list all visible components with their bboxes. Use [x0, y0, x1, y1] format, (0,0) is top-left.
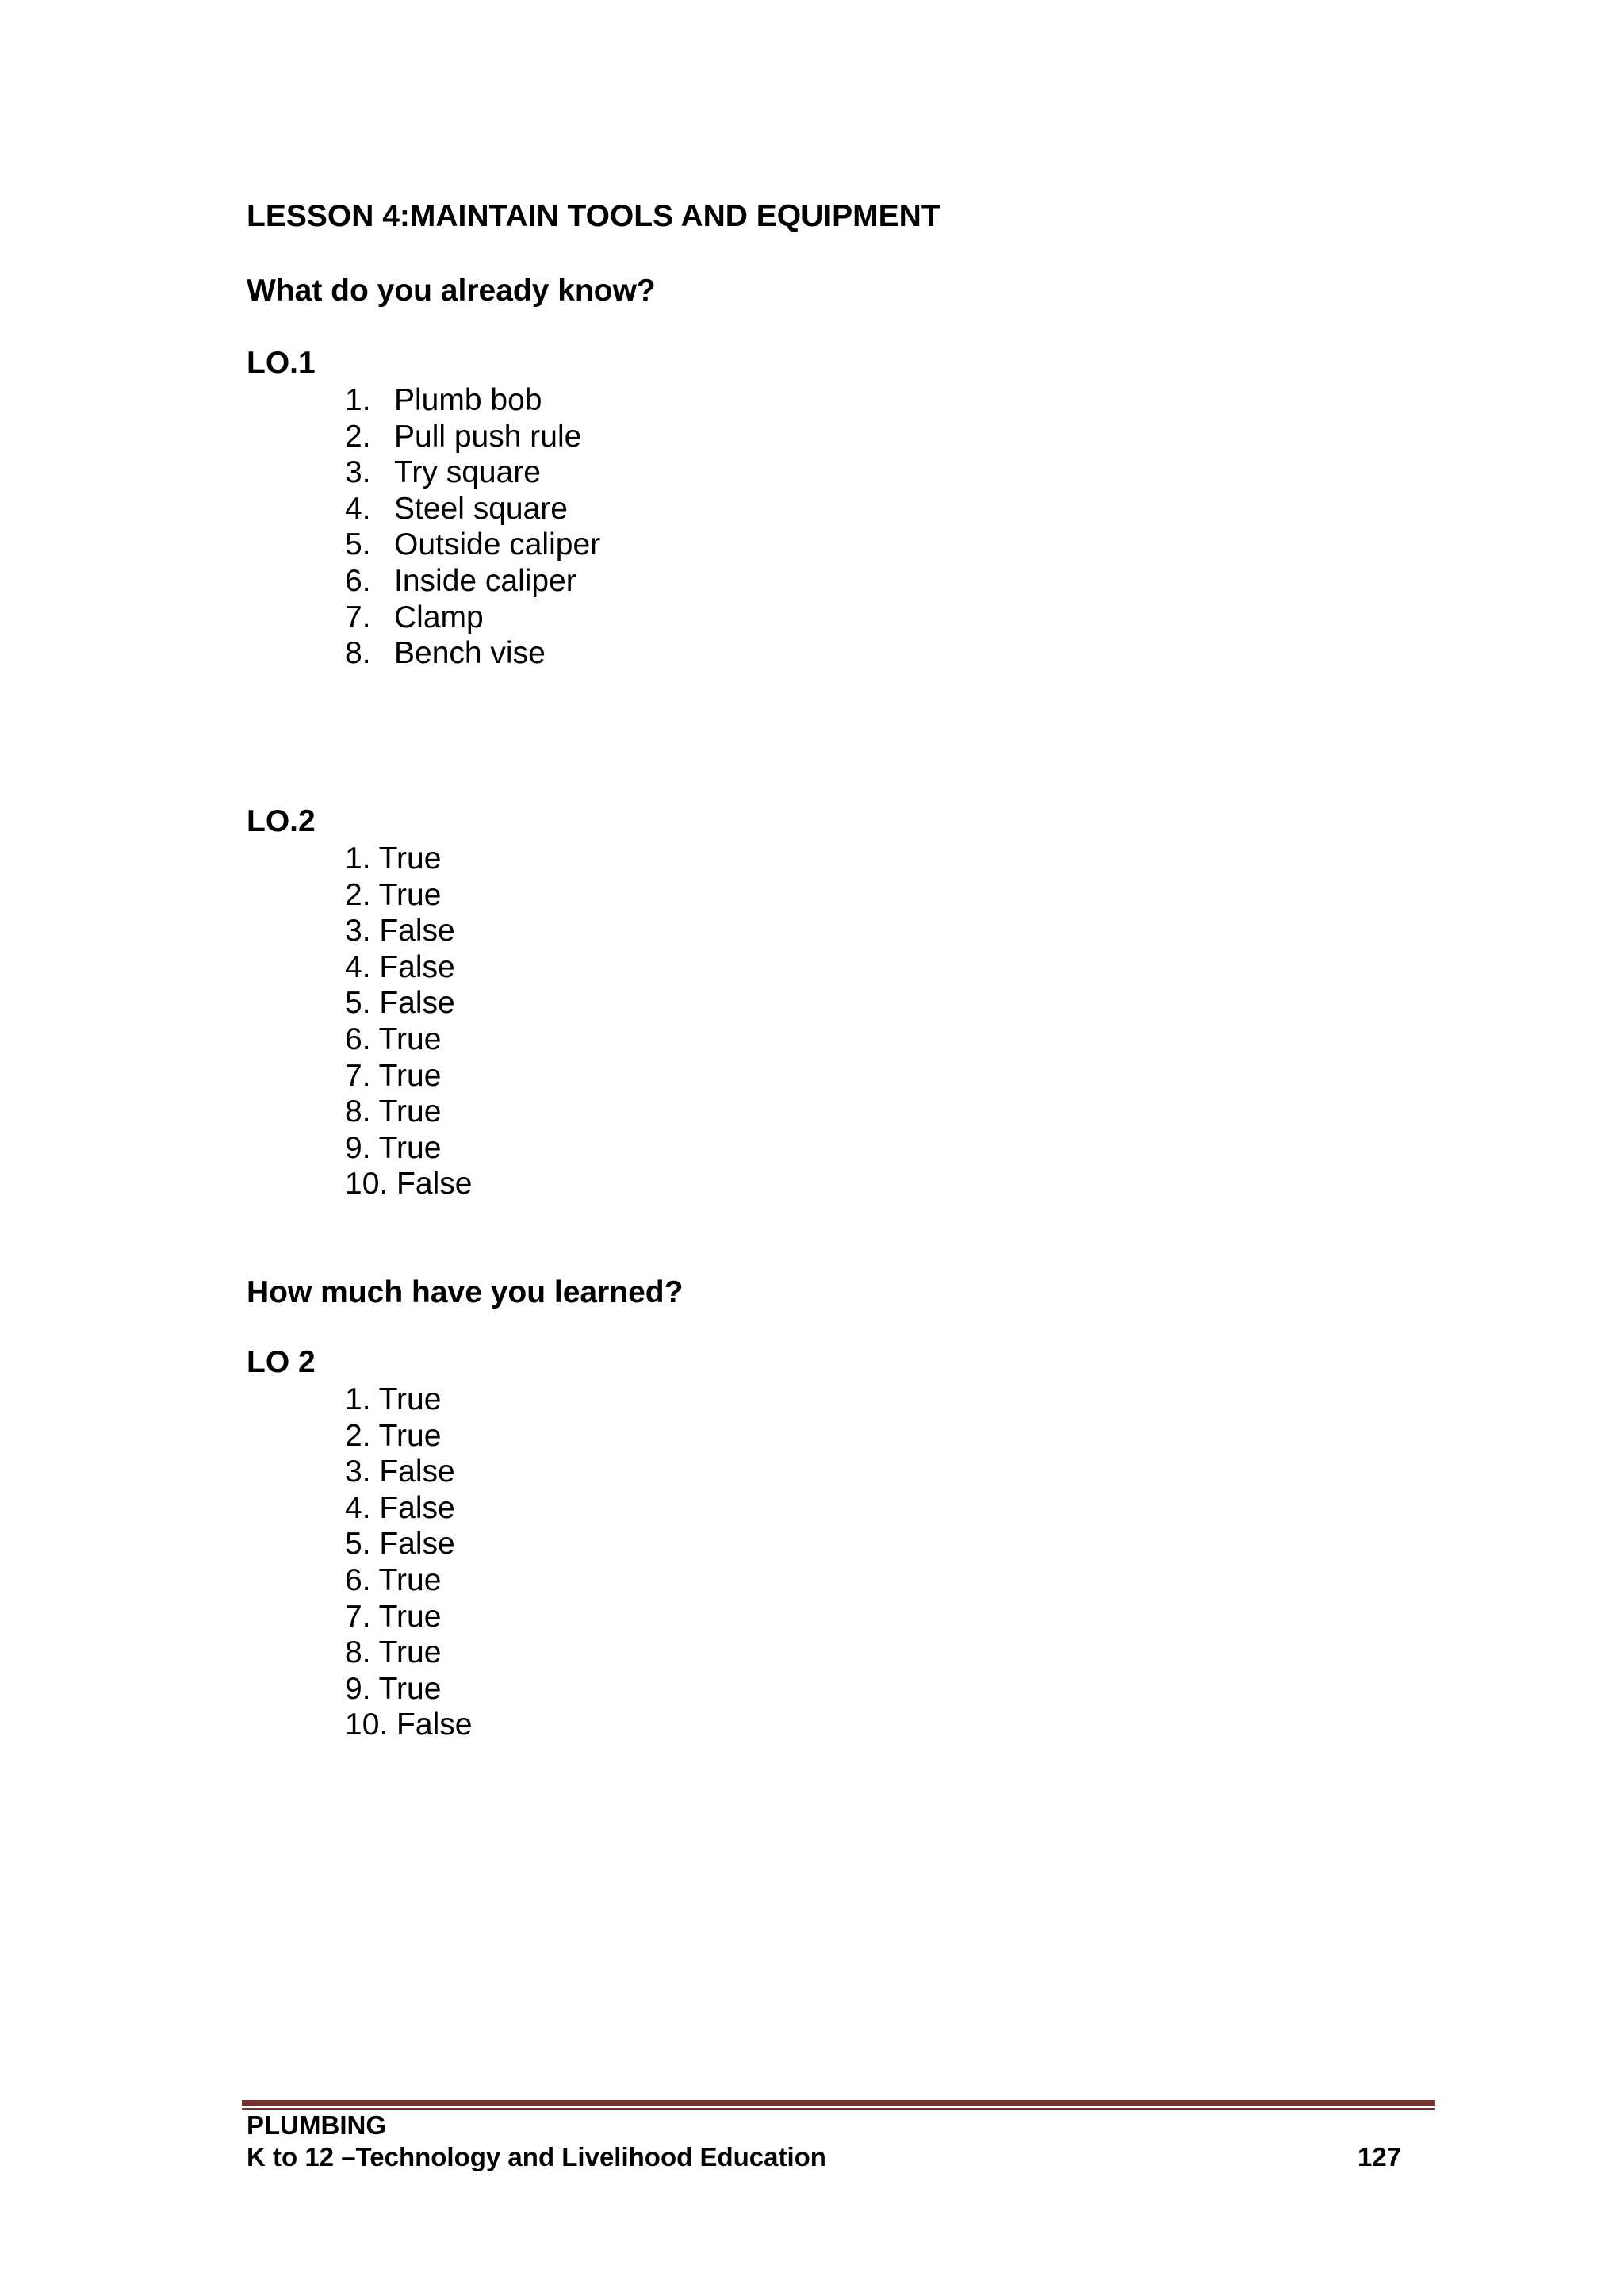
- list-item: 8. True: [345, 1635, 442, 1670]
- list-item: [345, 454, 600, 491]
- list-item: 10. False: [345, 1167, 473, 1202]
- lo1-list: [345, 382, 600, 672]
- list-item: [345, 563, 600, 600]
- item-text: Clamp: [394, 600, 484, 634]
- list-item: [345, 419, 600, 455]
- list-item: 5. False: [345, 986, 455, 1021]
- item-text: Steel square: [394, 491, 568, 526]
- list-item: 4. False: [345, 949, 455, 984]
- item-text: Plumb bob: [394, 383, 542, 417]
- lo2-label: LO.2: [247, 804, 316, 838]
- list-item: 6. True: [345, 1022, 442, 1056]
- item-number: 6.: [345, 563, 371, 598]
- lo2-answer-list: [345, 841, 472, 1202]
- item-number: 7.: [345, 600, 371, 634]
- item-number: 8.: [345, 636, 371, 671]
- list-item: 4. False: [345, 1490, 455, 1525]
- list-item: 1. True: [345, 841, 442, 876]
- item-number: 2.: [345, 419, 371, 454]
- item-text: Bench vise: [394, 636, 546, 671]
- list-item: [345, 491, 600, 527]
- list-item: 9. True: [345, 1130, 442, 1165]
- list-item: 6. True: [345, 1562, 442, 1597]
- item-number: 1.: [345, 383, 371, 417]
- list-item: 2. True: [345, 877, 442, 912]
- footer-subject: PLUMBING: [247, 2110, 386, 2140]
- list-item: 7. True: [345, 1058, 442, 1093]
- list-item: 9. True: [345, 1671, 442, 1706]
- list-item: [345, 382, 600, 419]
- list-item: 10. False: [345, 1708, 473, 1742]
- footer-program: K to 12 –Technology and Livelihood Education: [247, 2142, 826, 2171]
- list-item: 3. False: [345, 1455, 455, 1489]
- lo1-label: LO.1: [247, 346, 316, 380]
- lo2-post-label: LO 2: [247, 1345, 316, 1379]
- section-heading-already-know: What do you already know?: [247, 274, 656, 308]
- item-text: Pull push rule: [394, 419, 582, 454]
- page-number: 127: [1358, 2142, 1402, 2171]
- list-item: [345, 635, 600, 672]
- item-number: 4.: [345, 491, 371, 526]
- list-item: 1. True: [345, 1382, 442, 1416]
- lo2-post-answer-list: [345, 1382, 472, 1743]
- item-text: Try square: [394, 455, 541, 490]
- item-text: Inside caliper: [394, 563, 576, 598]
- list-item: [345, 527, 600, 563]
- footer-rule-thick: [242, 2100, 1435, 2106]
- list-item: 3. False: [345, 914, 455, 949]
- item-number: 3.: [345, 455, 371, 490]
- list-item: 5. False: [345, 1527, 455, 1562]
- item-text: Outside caliper: [394, 527, 601, 562]
- lesson-title: LESSON 4:MAINTAIN TOOLS AND EQUIPMENT: [247, 199, 940, 233]
- section-heading-learned: How much have you learned?: [247, 1275, 684, 1309]
- item-number: 5.: [345, 527, 371, 562]
- list-item: [345, 600, 600, 636]
- list-item: 7. True: [345, 1599, 442, 1634]
- footer-rule-thin: [242, 2108, 1435, 2110]
- list-item: 8. True: [345, 1094, 442, 1129]
- list-item: 2. True: [345, 1418, 442, 1453]
